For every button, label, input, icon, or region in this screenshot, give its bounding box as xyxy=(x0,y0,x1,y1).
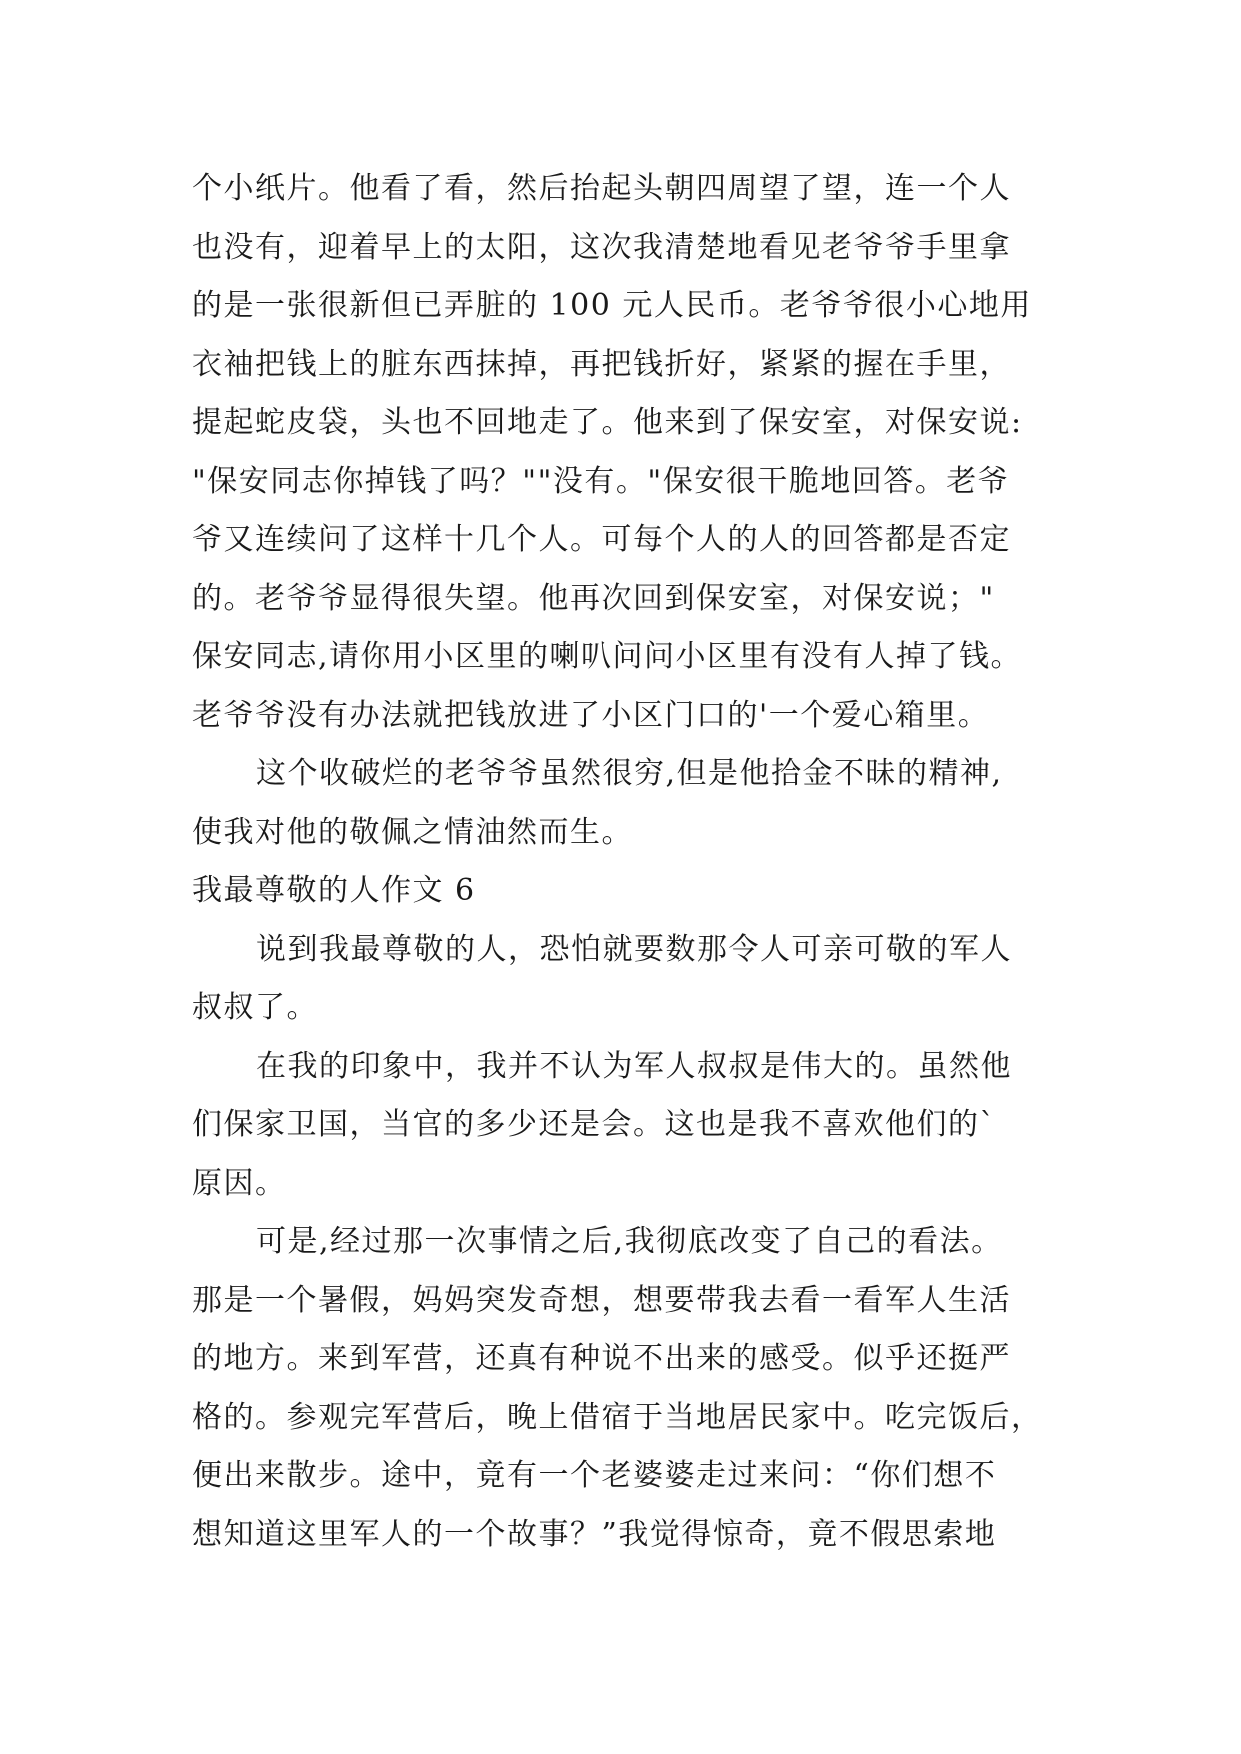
text-line: 使我对他的敬佩之情油然而生。 xyxy=(192,814,633,850)
text-line: 的。老爷爷显得很失望。他再次回到保安室，对保安说；" xyxy=(192,580,995,616)
text-line: 老爷爷没有办法就把钱放进了小区门口的'一个爱心箱里。 xyxy=(192,697,990,733)
text-line: 爷又连续问了这样十几个人。可每个人的人的回答都是否定 xyxy=(192,522,1011,557)
text-line: 们保家卫国，当官的多少还是会。这也是我不喜欢他们的` xyxy=(192,1107,996,1142)
text-line: 提起蛇皮袋，头也不回地走了。他来到了保安室，对保安说: xyxy=(192,405,1023,440)
text-line: 叔叔了。 xyxy=(192,990,318,1025)
text-line: 的是一张很新但已弄脏的 100 元人民币。老爷爷很小心地用 xyxy=(192,288,1032,323)
text-line: 原因。 xyxy=(192,1165,287,1201)
text-line: 想知道这里军人的一个故事？”我觉得惊奇，竟不假思索地 xyxy=(192,1516,997,1552)
text-line: 格的。参观完军营后，晚上借宿于当地居民家中。吃完饭后， xyxy=(192,1399,1043,1435)
text-line: 保安同志,请你用小区里的喇叭问问小区里有没有人掉了钱。 xyxy=(192,639,1023,674)
text-line: 我最尊敬的人作文 6 xyxy=(192,873,476,908)
text-line: 这个收破烂的老爷爷虽然很穷,但是他拾金不昧的精神, xyxy=(256,756,1003,791)
text-line: 衣袖把钱上的脏东西抹掉，再把钱折好，紧紧的握在手里， xyxy=(192,346,1011,382)
text-line: 便出来散步。途中，竟有一个老婆婆走过来问：“你们想不 xyxy=(192,1458,997,1493)
text-line: 在我的印象中，我并不认为军人叔叔是伟大的。虽然他 xyxy=(256,1048,1012,1084)
document-body xyxy=(192,160,1060,1564)
text-line: 说到我最尊敬的人，恐怕就要数那令人可亲可敬的军人 xyxy=(256,931,1012,967)
text-line: "保安同志你掉钱了吗？""没有。"保安很干脆地回答。老爷 xyxy=(192,463,1010,499)
text-line: 可是,经过那一次事情之后,我彻底改变了自己的看法。 xyxy=(256,1224,1003,1259)
text-line: 也没有，迎着早上的太阳，这次我清楚地看见老爷爷手里拿 xyxy=(192,229,1011,265)
text-line: 那是一个暑假，妈妈突发奇想，想要带我去看一看军人生活 xyxy=(192,1282,1011,1318)
text-line: 个小纸片。他看了看，然后抬起头朝四周望了望，连一个人 xyxy=(192,171,1011,206)
text-line: 的地方。来到军营，还真有种说不出来的感受。似乎还挺严 xyxy=(192,1341,1011,1376)
